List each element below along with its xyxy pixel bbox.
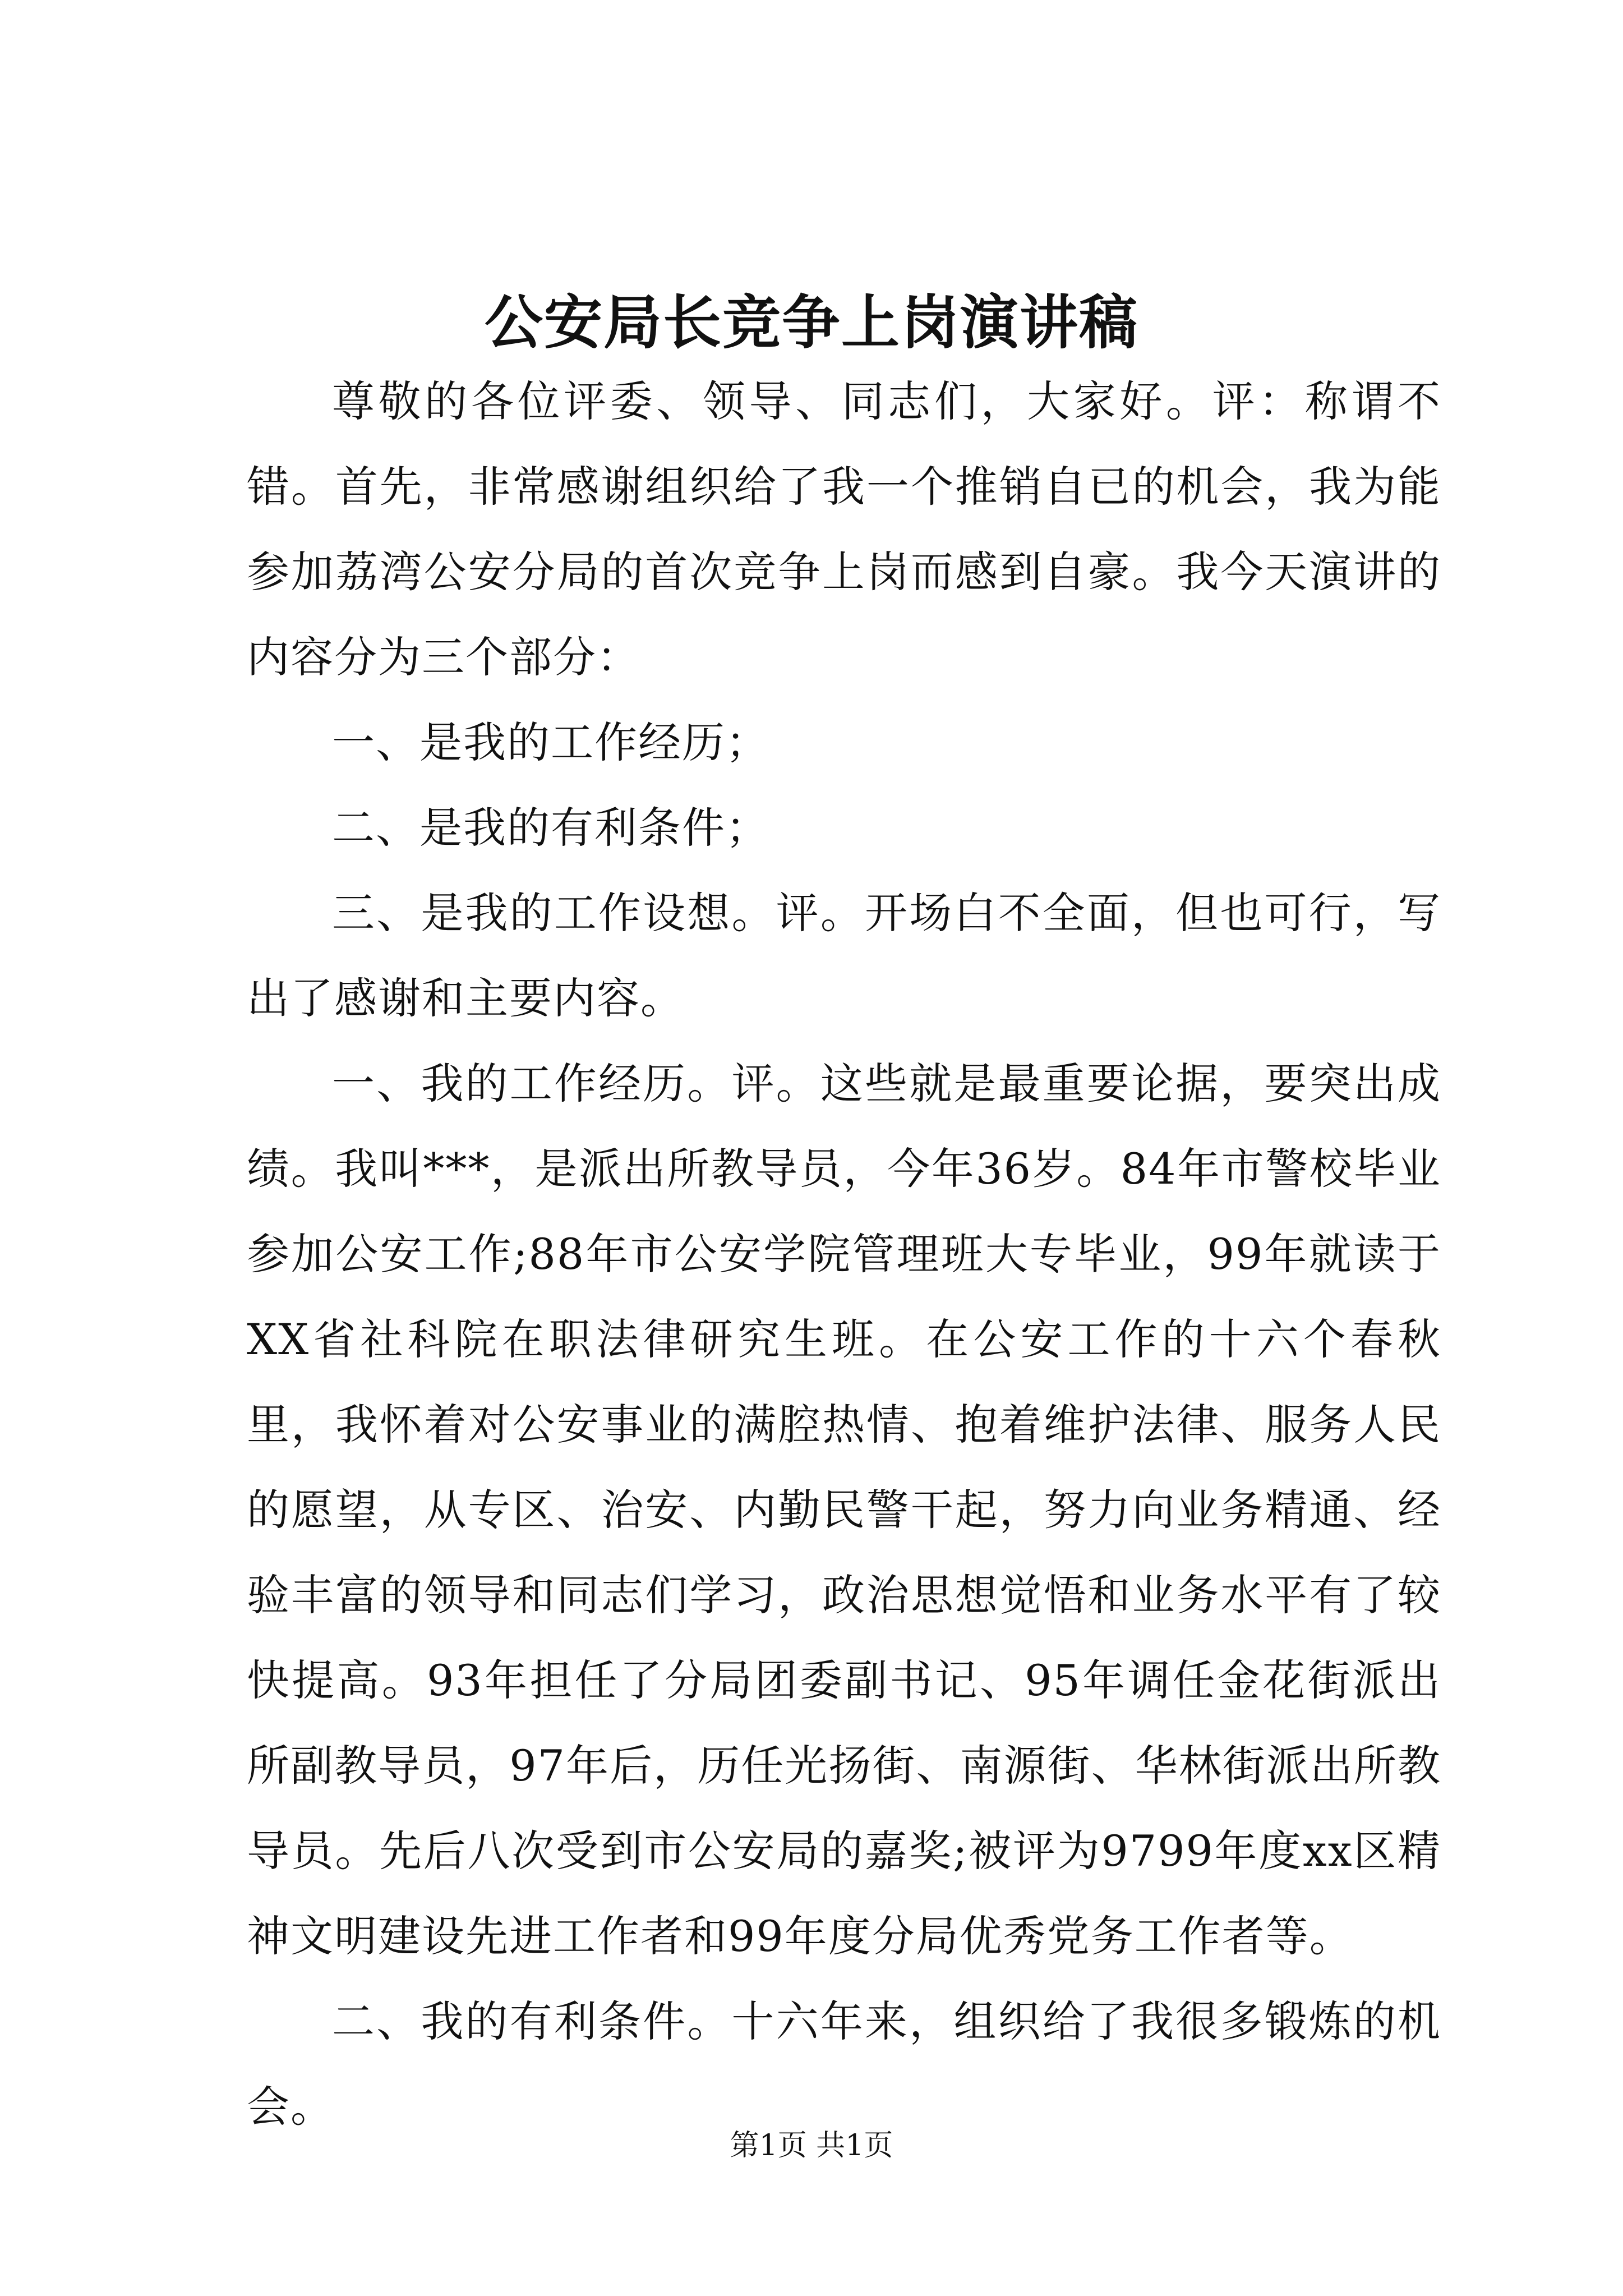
document-body	[247, 359, 1441, 2150]
document-title: 公安局长竞争上岗演讲稿	[484, 288, 1138, 357]
paragraph-work-history: 一、我的工作经历。评。这些就是最重要论据，要突出成绩。我叫***，是派出所教导员，今年36岁。84年市警校毕业参加公安工作;88年市公安学院管理班大专毕业，99年就读于XX省社科院在职法律研究生班。在公安工作的十六个春秋里，我怀着对公安事业的满腔热情、抱着维护法律、服务人民的愿望，从专区、治安、内勤民警干起，努力向业务精通、经验丰富的领导和同志们学习，政治思想觉悟和业务水平有了较快提高。93年担任了分局团委副书记、95年调任金花街派出所副教导员，97年后，历任光扬街、南源街、华林街派出所教导员。先后八次受到市公安局的嘉奖;被评为9799年度xx区精神文明建设先进工作者和99年度分局优秀党务工作者等。	[247, 1059, 1441, 1961]
paragraph-advantages: 二、我的有利条件。十六年来，组织给了我很多锻炼的机会。	[247, 1996, 1441, 2132]
paragraph-outline-1: 一、是我的工作经历；	[332, 717, 769, 767]
page-footer: 第1页 共1页	[730, 2129, 893, 2162]
paragraph-outline-2: 二、是我的有利条件；	[332, 803, 769, 853]
paragraph-outline-3: 三、是我的工作设想。评。开场白不全面，但也可行，写出了感谢和主要内容。	[247, 888, 1441, 1023]
paragraph-greeting: 尊敬的各位评委、领导、同志们，大家好。评：称谓不错。首先，非常感谢组织给了我一个推销自已的机会，我为能参加荔湾公安分局的首次竞争上岗而感到自豪。我今天演讲的内容分为三个部分：	[247, 376, 1441, 682]
